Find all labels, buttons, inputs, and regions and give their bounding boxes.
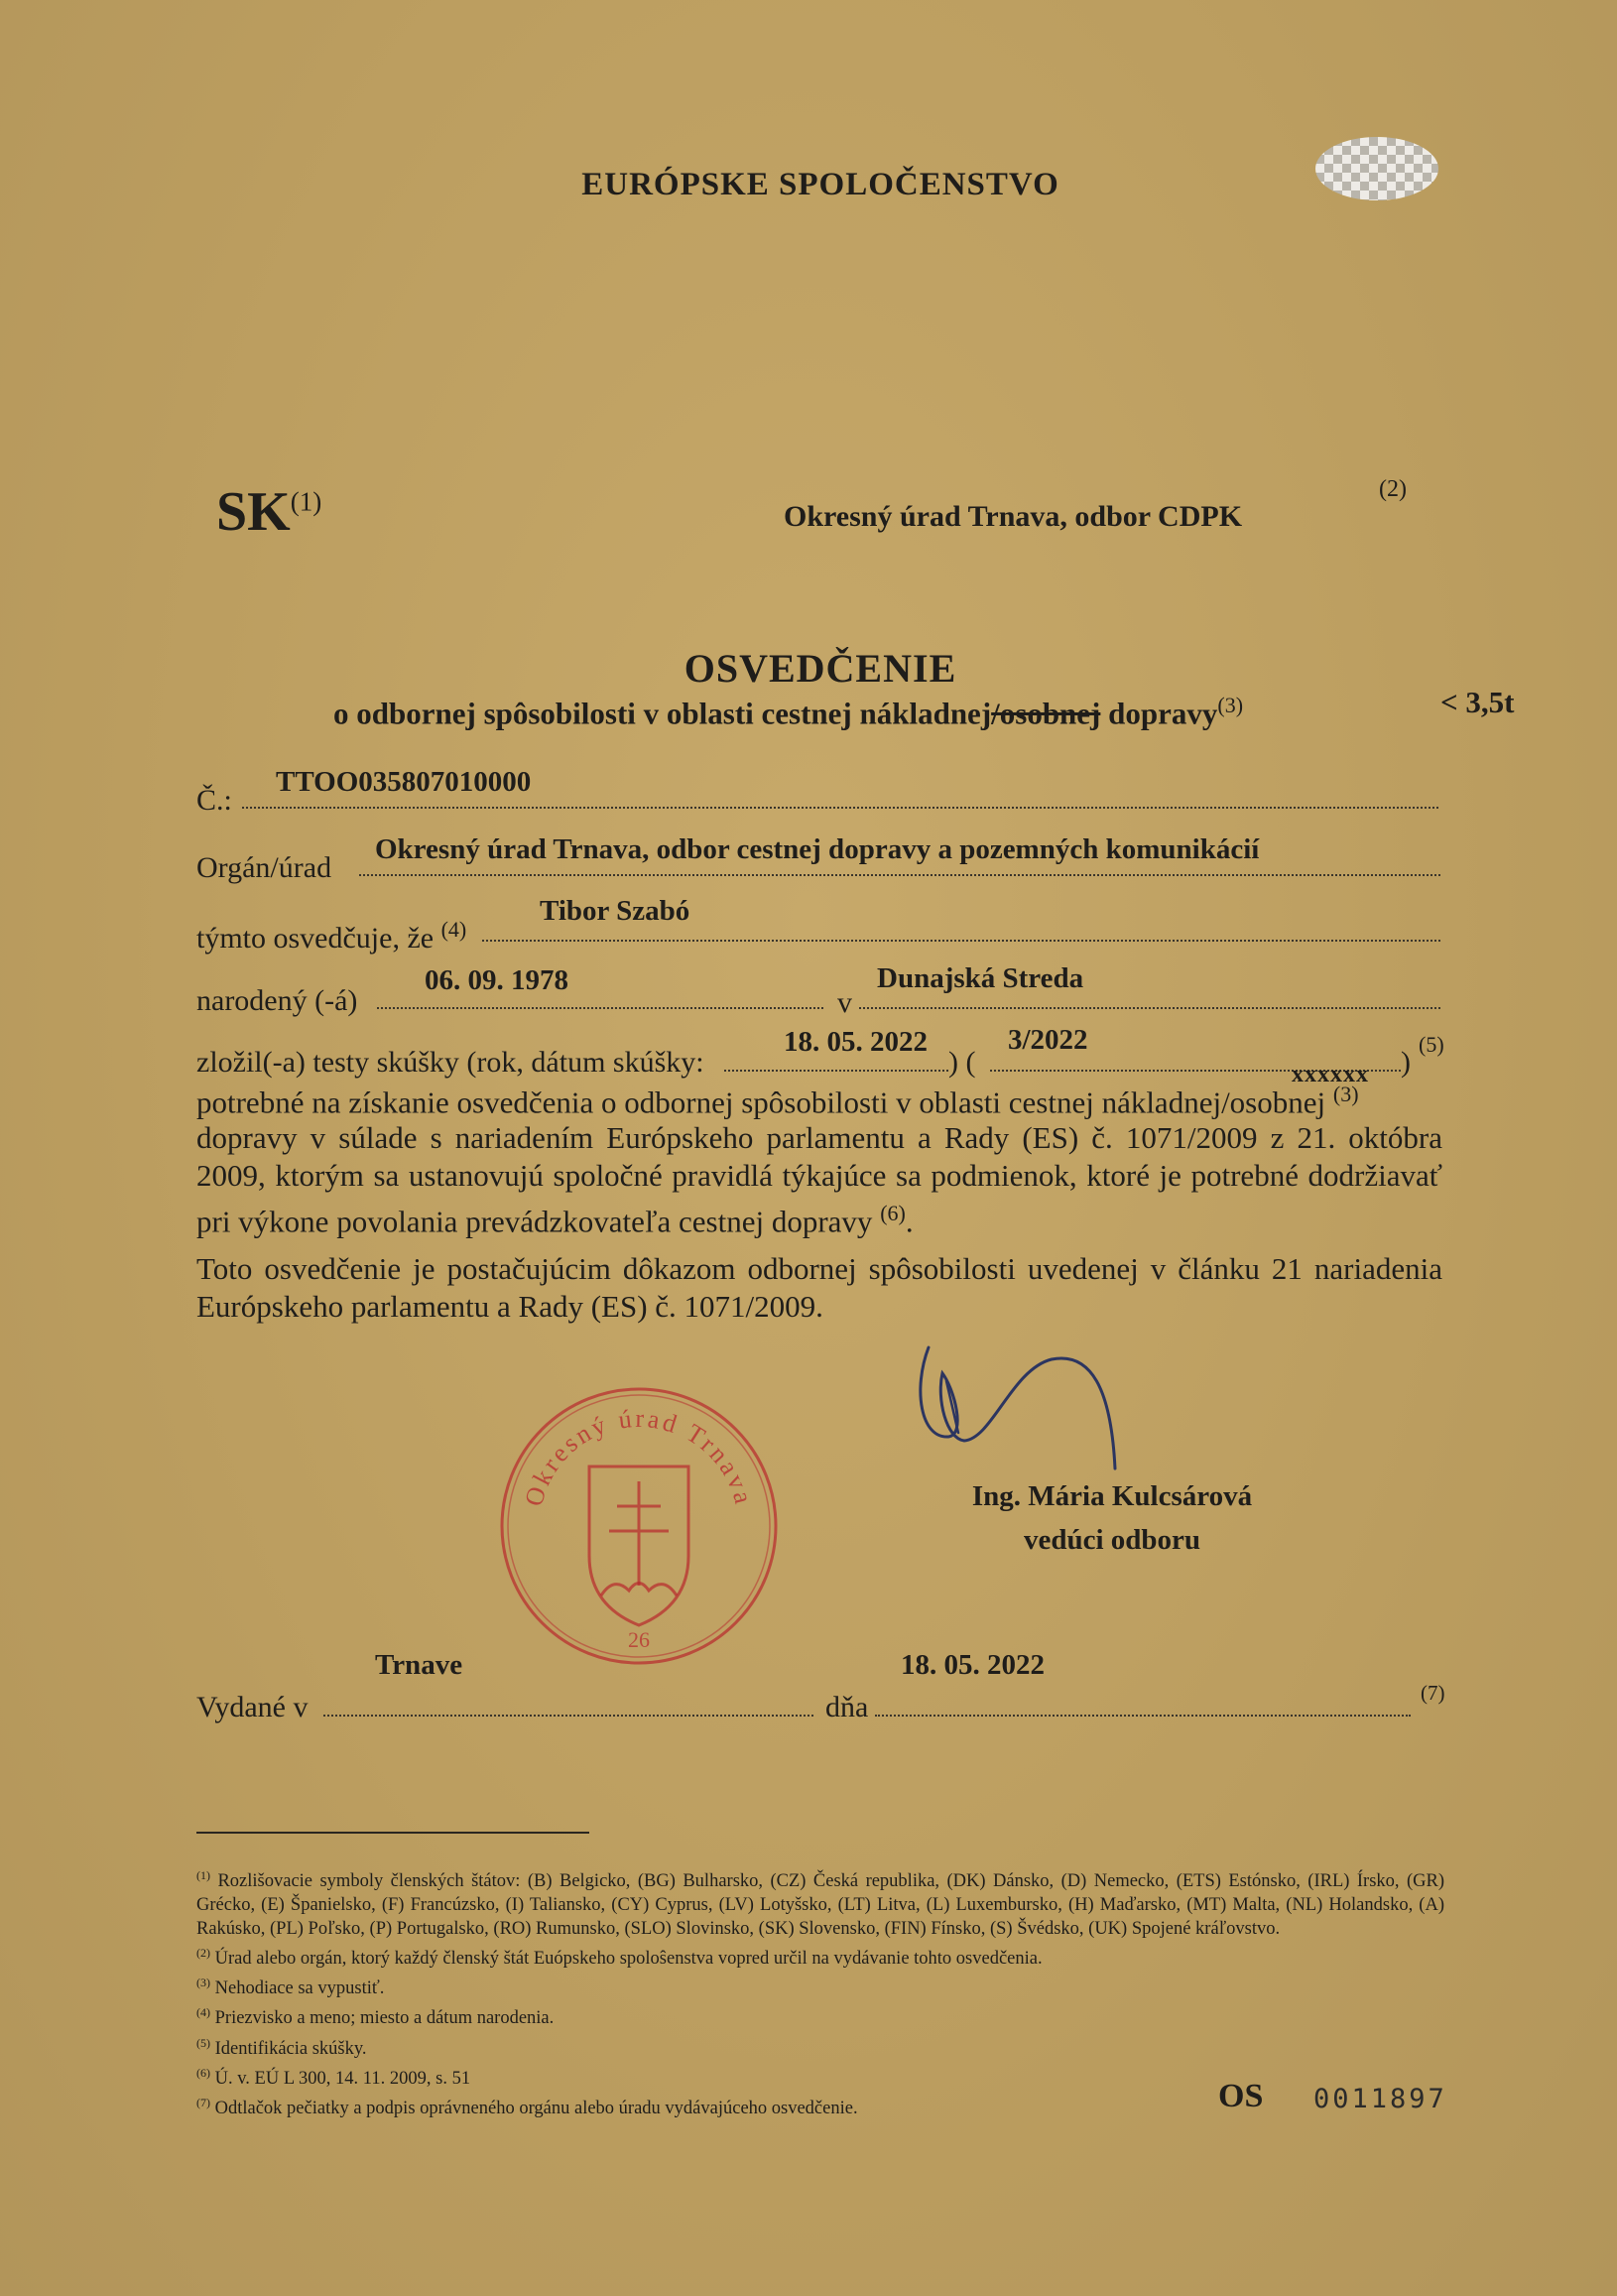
exam-id: 3/2022	[1008, 1024, 1088, 1056]
hologram-security-mark	[1315, 137, 1438, 200]
born-date: 06. 09. 1978	[425, 964, 568, 996]
exam-date: 18. 05. 2022	[784, 1026, 928, 1058]
strike-mark: xxxxxx	[1292, 1062, 1369, 1087]
footnote-2: $^{(2)}$ Úrad alebo orgán, ktorý každý členský štát Euópskeho spoloŝenstva vopred určil na vydávanie tohto osvedčenia.	[196, 1946, 1043, 1970]
issue-place-label: Vydané v	[196, 1691, 309, 1723]
community-title: EURÓPSKE SPOLOČENSTVO	[581, 167, 1059, 202]
organ-value: Okresný úrad Trnava, odbor cestnej dopravy a pozemných komunikácií	[375, 833, 1260, 865]
issue-note: (7)	[1421, 1681, 1445, 1705]
footnote-divider	[196, 1832, 589, 1834]
holder-name: Tibor Szabó	[540, 895, 690, 927]
issue-place-dotted-line	[323, 1715, 813, 1717]
certificate-number: TTOO035807010000	[276, 766, 532, 798]
organ-dotted-line	[359, 874, 1440, 876]
issue-date-label: dňa	[825, 1691, 869, 1723]
certificate-title: OSVEDČENIE	[684, 646, 957, 691]
issue-place: Trnave	[375, 1649, 463, 1681]
serial-number: 0011897	[1313, 2084, 1447, 2114]
serial-prefix: OS	[1218, 2078, 1264, 2114]
country-code-note: (1)	[290, 486, 322, 517]
certify-note: (4)	[440, 917, 467, 942]
issue-date-dotted-line	[875, 1715, 1411, 1717]
footnote-6: $^{(6)}$ Ú. v. EÚ L 300, 14. 11. 2009, s. 51	[196, 2065, 471, 2089]
weight-limit: < 3,5t	[1440, 685, 1515, 719]
born-place: Dunajská Streda	[877, 962, 1084, 994]
struck-option: /osobnej	[991, 696, 1101, 731]
born-date-dotted-line	[377, 1007, 823, 1009]
born-in-label: v	[837, 986, 852, 1019]
footnote-3: $^{(3)}$ Nehodiace sa vypustiť.	[196, 1976, 385, 1999]
body-paragraph: dopravy v súlade s nariadením Európskeho parlamentu a Rady (ES) č. 1071/2009 z 21. októbra 2009, ktorým sa ustanovujú spoločné pravidlá týkajúce sa podmienok, ktoré je potrebné dodržiavať pri výkone povolania prevádzkovateľa cestnej dopravy $^{(6)}$.	[196, 1120, 1442, 1239]
exam-paren-close: )	[1401, 1046, 1411, 1079]
exam-paren-open: ) (	[948, 1046, 976, 1079]
footnote-5: $^{(5)}$ Identifikácia skúšky.	[196, 2035, 367, 2059]
number-dotted-line	[242, 807, 1438, 809]
statement-paragraph: Toto osvedčenie je postačujúcim dôkazom odbornej spôsobilosti uvedenej v článku 21 nariadenia Európskeho parlamentu a Rady (ES) č. 1071/2009.	[196, 1251, 1442, 1324]
stamp-text: Okresný úrad Trnava	[519, 1403, 759, 1510]
issuing-authority: Okresný úrad Trnava, odbor CDPK	[784, 500, 1243, 533]
organ-label: Orgán/úrad	[196, 851, 332, 884]
handwritten-signature	[903, 1330, 1141, 1488]
footnote-4: $^{(4)}$ Priezvisko a meno; miesto a dátum narodenia.	[196, 2005, 555, 2029]
signer-name: Ing. Mária Kulcsárová	[971, 1480, 1253, 1512]
country-code: SK$^{(1)}$	[216, 481, 322, 543]
holder-dotted-line	[482, 940, 1440, 942]
footnote-1: $^{(1)}$ Rozlišovacie symboly členských štátov: (B) Belgicko, (BG) Bulharsko, (CZ) Česká republika, (DK) Dánsko, (D) Nemecko, (ETS) Estónsko, (IRL) Írsko, (GR) Grécko, (E) Španielsko, (F) Francúzsko, (I) Taliansko, (CY) Cyprus, (LV) Lotyšsko, (LT) Litva, (L) Luxembursko, (H) Maďarsko, (MT) Malta, (NL) Holandsko, (A) Rakúsko, (PL) Poľsko, (P) Portugalsko, (RO) Rumunsko, (SLO) Slovinsko, (SK) Slovensko, (FIN) Fínsko, (S) Švédsko, (UK) Spojené kráľovstvo.	[196, 1868, 1444, 1940]
issue-date: 18. 05. 2022	[901, 1649, 1045, 1681]
exam-label: zložil(-a) testy skúšky (rok, dátum skúšky:	[196, 1046, 704, 1079]
certify-label: týmto osvedčuje, že $^{(4)}$	[196, 917, 467, 955]
exam-date-dotted-line	[724, 1070, 948, 1072]
signer-role: vedúci odboru	[1023, 1524, 1201, 1556]
certificate-subtitle: o odbornej spôsobilosti v oblasti cestnej nákladnej/osobnej dopravy$^{(3)}$	[333, 693, 1244, 731]
footnote-7: $^{(7)}$ Odtlačok pečiatky a podpis oprávneného orgánu alebo úradu vydávajúceho osvedčenie.	[196, 2095, 858, 2119]
body-line-1: potrebné na získanie osvedčenia o odbornej spôsobilosti v oblasti cestnej nákladnej/osobnej $^{(3)}$	[196, 1082, 1359, 1120]
number-label: Č.:	[196, 784, 232, 817]
authority-note: (2)	[1379, 476, 1407, 502]
born-place-dotted-line	[859, 1007, 1440, 1009]
official-stamp	[490, 1377, 788, 1675]
exam-note: (5)	[1419, 1032, 1444, 1057]
born-label: narodený (-á)	[196, 984, 358, 1017]
stamp-number: 26	[628, 1627, 650, 1652]
